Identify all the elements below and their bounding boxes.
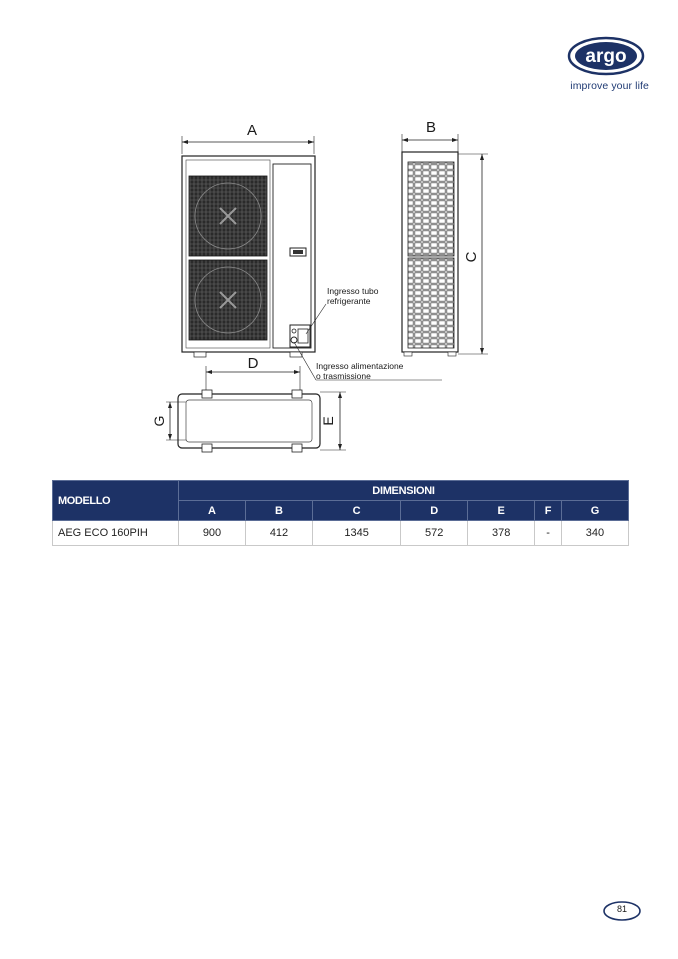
- label-b: B: [425, 119, 437, 136]
- callout-refrigerant: [306, 286, 379, 334]
- label-g: G: [151, 415, 167, 427]
- column-header: B: [246, 501, 313, 521]
- header-dimensions: DIMENSIONI: [179, 481, 629, 501]
- label-a: A: [246, 122, 258, 139]
- column-header: G: [561, 501, 628, 521]
- model-cell: AEG ECO 160PIH: [53, 521, 179, 546]
- brand-tagline: improve your life: [570, 80, 649, 92]
- page-number: 81: [616, 904, 627, 914]
- column-header: E: [468, 501, 535, 521]
- dimensions-table: [52, 480, 629, 546]
- header-model: MODELLO: [53, 481, 179, 521]
- value-cell: -: [535, 521, 562, 546]
- callout-power-line2: o trasmissione: [316, 371, 371, 381]
- value-cell: 900: [179, 521, 246, 546]
- value-cell: 340: [561, 521, 628, 546]
- brand-name: argo: [585, 46, 627, 67]
- argo-logo-icon: [567, 36, 645, 76]
- dimension-c: [458, 154, 488, 354]
- label-e: E: [320, 416, 336, 426]
- callout-refrigerant-line1: Ingresso tubo: [327, 286, 379, 296]
- column-header: D: [401, 501, 468, 521]
- label-d: D: [247, 355, 259, 372]
- brand-logo: [565, 36, 650, 92]
- label-c: C: [463, 251, 480, 263]
- table-row: [53, 521, 629, 546]
- dimension-a: [182, 122, 314, 154]
- column-header: F: [535, 501, 562, 521]
- column-header: A: [179, 501, 246, 521]
- value-cell: 378: [468, 521, 535, 546]
- value-cell: 572: [401, 521, 468, 546]
- drawing-side-view: [390, 110, 510, 370]
- callout-power-line1: Ingresso alimentazione: [316, 361, 404, 371]
- dimension-b: [402, 119, 458, 154]
- callout-refrigerant-line2: refrigerante: [327, 296, 371, 306]
- value-cell: 1345: [313, 521, 401, 546]
- value-cell: 412: [246, 521, 313, 546]
- outdoor-unit-front: [182, 156, 315, 357]
- page-number-badge: [602, 900, 642, 922]
- outdoor-unit-side: [402, 152, 458, 356]
- column-header: C: [313, 501, 401, 521]
